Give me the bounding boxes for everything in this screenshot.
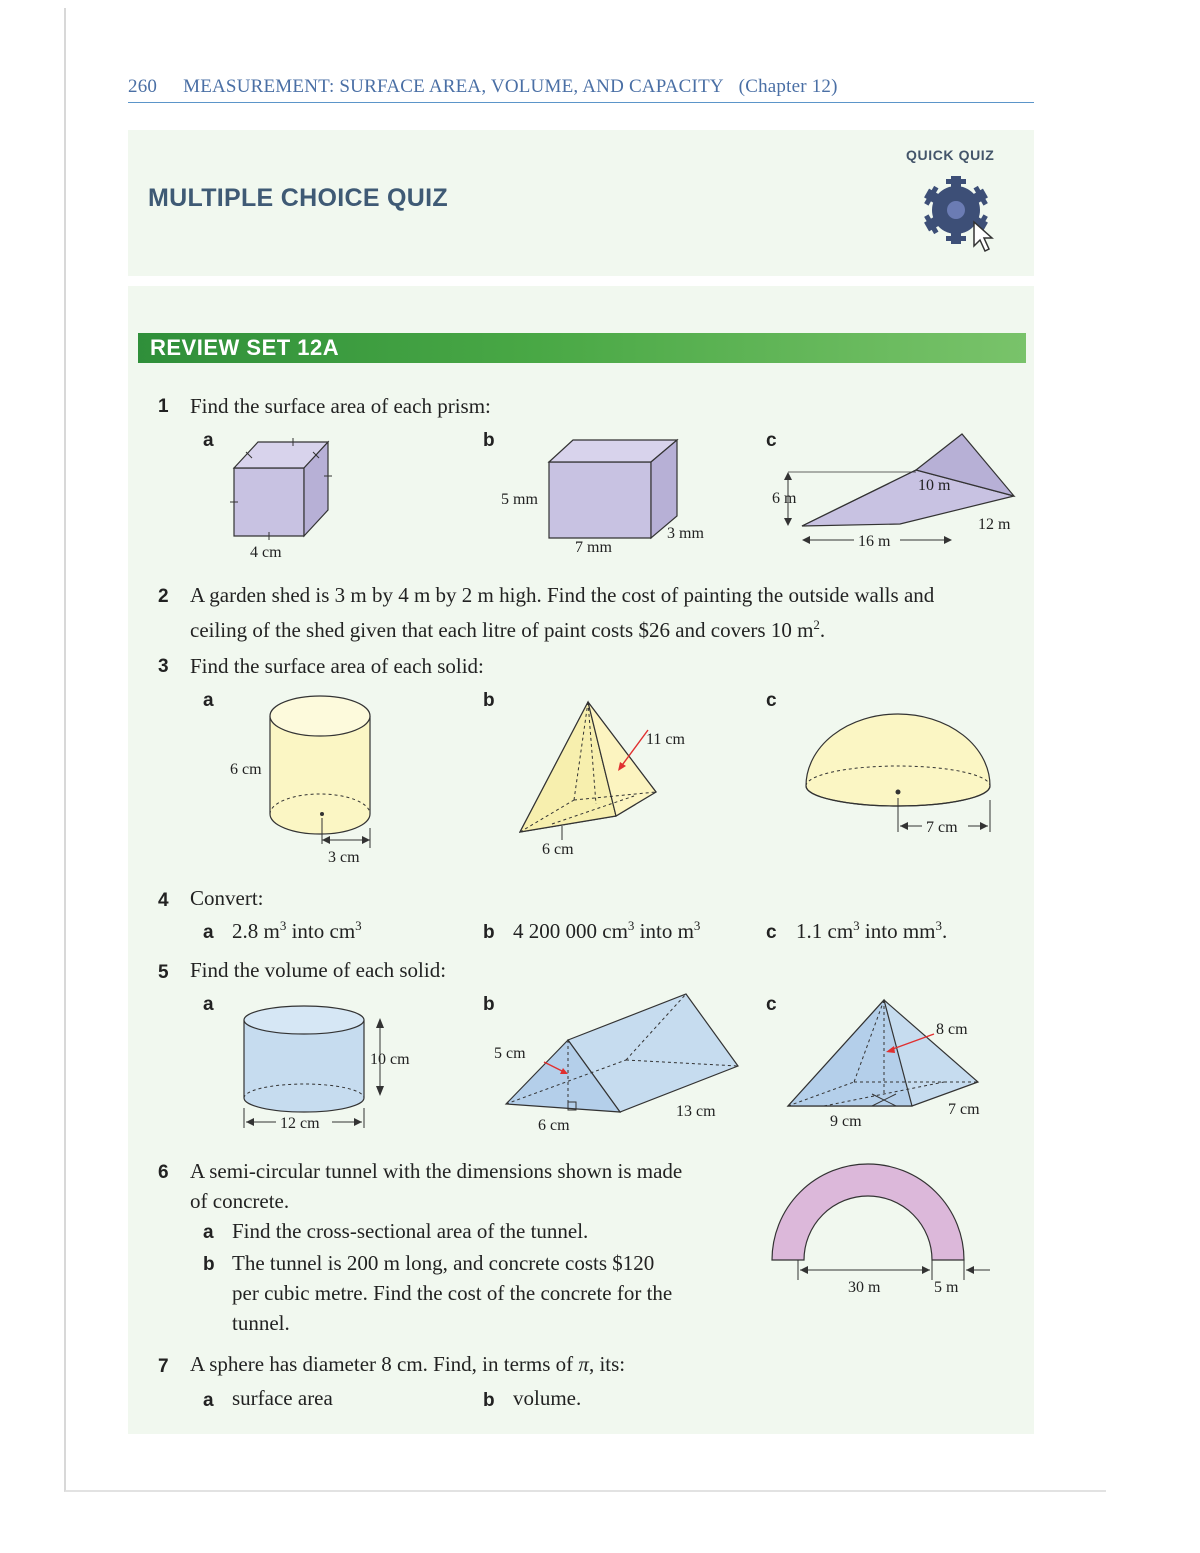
q6b-text <box>232 1248 722 1338</box>
q1c-slant: 10 m <box>918 477 951 494</box>
q6b-line3: tunnel. <box>232 1311 290 1335</box>
q5b-height: 5 cm <box>494 1045 526 1062</box>
q5b-triangular-prism-figure <box>490 990 750 1140</box>
q1a-dim: 4 cm <box>250 544 282 561</box>
q2-text <box>190 580 934 645</box>
q4b-sup2: 3 <box>693 918 701 933</box>
q7-text-end: , its: <box>588 1352 626 1376</box>
q5-label-a: a <box>203 994 214 1015</box>
q5-text: Find the volume of each solid: <box>190 958 447 982</box>
q1-number: 1 <box>158 396 169 417</box>
q2-sup: 2 <box>813 617 820 632</box>
q6-inner-dim: 30 m <box>848 1279 881 1296</box>
q1a-cube-figure <box>220 430 360 565</box>
q2-line2 <box>190 610 934 645</box>
q3a-height: 6 cm <box>230 761 262 778</box>
q1b-prism-figure <box>495 432 725 562</box>
q5b-length: 13 cm <box>676 1103 716 1120</box>
q4b-into: into m <box>634 919 694 943</box>
q1b-height: 5 mm <box>501 491 538 508</box>
q4-label-b: b <box>483 922 495 943</box>
q2-line2-end: . <box>819 618 826 642</box>
q4c-text <box>796 918 947 944</box>
q5a-cylinder-figure <box>236 1000 436 1140</box>
q2-line2-text: ceiling of the shed given that each litre of paint costs $26 and covers 10 m <box>190 618 814 642</box>
q5-number: 5 <box>158 962 169 983</box>
review-banner <box>138 333 1026 363</box>
running-title: MEASUREMENT: SURFACE AREA, VOLUME, AND CAPACITY <box>183 76 724 97</box>
q4a-value: 2.8 m <box>232 919 280 943</box>
q2-number: 2 <box>158 586 169 607</box>
q3-label-a: a <box>203 690 214 711</box>
q5a-height: 10 cm <box>370 1051 410 1068</box>
q6-thick-dim: 5 m <box>934 1279 959 1296</box>
q7b-text: volume. <box>513 1386 582 1410</box>
q1b-length: 7 mm <box>575 539 612 556</box>
q3a-cylinder-figure <box>226 692 386 872</box>
q5c-slant: 8 cm <box>936 1021 968 1038</box>
q4-label-c: c <box>766 922 777 943</box>
q6-tunnel-figure <box>764 1156 1000 1302</box>
q4c-sup2: 3 <box>935 918 942 933</box>
q6-label-a: a <box>203 1222 214 1243</box>
q4c-end: . <box>942 919 948 943</box>
q6b-line1: The tunnel is 200 m long, and concrete costs $120 <box>232 1251 655 1275</box>
running-header <box>128 76 1034 103</box>
q4c-into: into mm <box>859 919 936 943</box>
q6-label-b: b <box>203 1254 215 1275</box>
review-title: REVIEW SET 12A <box>150 335 340 360</box>
q6-text <box>190 1156 720 1216</box>
q1b-depth: 3 mm <box>667 525 704 542</box>
q3b-base: 6 cm <box>542 841 574 858</box>
q1-label-b: b <box>483 430 495 451</box>
q3b-slant: 11 cm <box>646 731 685 748</box>
q7-text <box>190 1352 625 1377</box>
q7-text-main: A sphere has diameter 8 cm. Find, in terms of <box>190 1352 579 1376</box>
q4-number: 4 <box>158 890 169 911</box>
q5b-base: 6 cm <box>538 1117 570 1134</box>
q6-number: 6 <box>158 1162 169 1183</box>
page-number: 260 <box>128 76 158 97</box>
q3-label-c: c <box>766 690 777 711</box>
q1c-length: 12 m <box>978 516 1011 533</box>
q4b-text <box>513 918 700 944</box>
q3c-radius: 7 cm <box>926 819 958 836</box>
q6b-line2: per cubic metre. Find the cost of the concrete for the <box>232 1281 673 1305</box>
q4-text: Convert: <box>190 886 264 910</box>
q4-label-a: a <box>203 922 214 943</box>
q3a-radius: 3 cm <box>328 849 360 866</box>
q6a-text: Find the cross-sectional area of the tunnel. <box>232 1219 589 1243</box>
q4a-into: into cm <box>286 919 356 943</box>
snowflake-cursor-icon[interactable] <box>918 172 998 254</box>
quiz-title: MULTIPLE CHOICE QUIZ <box>148 184 448 212</box>
q5-label-b: b <box>483 994 495 1015</box>
q4a-sup2: 3 <box>355 918 362 933</box>
q4b-value: 4 200 000 cm <box>513 919 628 943</box>
quick-quiz-label: QUICK QUIZ <box>906 147 995 163</box>
q5-label-c: c <box>766 994 777 1015</box>
chapter-label: (Chapter 12) <box>738 76 838 97</box>
q1-label-c: c <box>766 430 777 451</box>
q1c-triangular-prism-figure <box>770 428 1030 553</box>
q1-text: Find the surface area of each prism: <box>190 394 491 418</box>
q7-number: 7 <box>158 1356 169 1377</box>
q4c-value: 1.1 cm <box>796 919 854 943</box>
q5a-diameter: 12 cm <box>280 1115 320 1132</box>
q3b-pyramid-figure <box>510 692 700 862</box>
q4a-sup1: 3 <box>279 918 287 933</box>
q1c-base: 16 m <box>858 533 891 550</box>
q3-text: Find the surface area of each solid: <box>190 654 484 678</box>
q2-line1: A garden shed is 3 m by 4 m by 2 m high. Find the cost of painting the outside walls and <box>190 583 935 607</box>
q1-label-a: a <box>203 430 214 451</box>
q4c-sup1: 3 <box>853 918 860 933</box>
q7-label-b: b <box>483 1390 495 1411</box>
q7a-text: surface area <box>232 1386 333 1410</box>
q4b-sup1: 3 <box>627 918 635 933</box>
q6-line2: of concrete. <box>190 1189 290 1213</box>
q5c-pyramid-figure <box>784 994 1004 1134</box>
q5c-width: 9 cm <box>830 1113 862 1130</box>
q3-label-b: b <box>483 690 495 711</box>
q6-line1: A semi-circular tunnel with the dimensions shown is made <box>190 1159 683 1183</box>
q3c-hemisphere-figure <box>798 708 1008 838</box>
q5c-depth: 7 cm <box>948 1101 980 1118</box>
q7-label-a: a <box>203 1390 214 1411</box>
q7-pi: π <box>578 1352 589 1376</box>
q4a-text <box>232 918 362 944</box>
q1c-height: 6 m <box>772 490 797 507</box>
q3-number: 3 <box>158 656 169 677</box>
